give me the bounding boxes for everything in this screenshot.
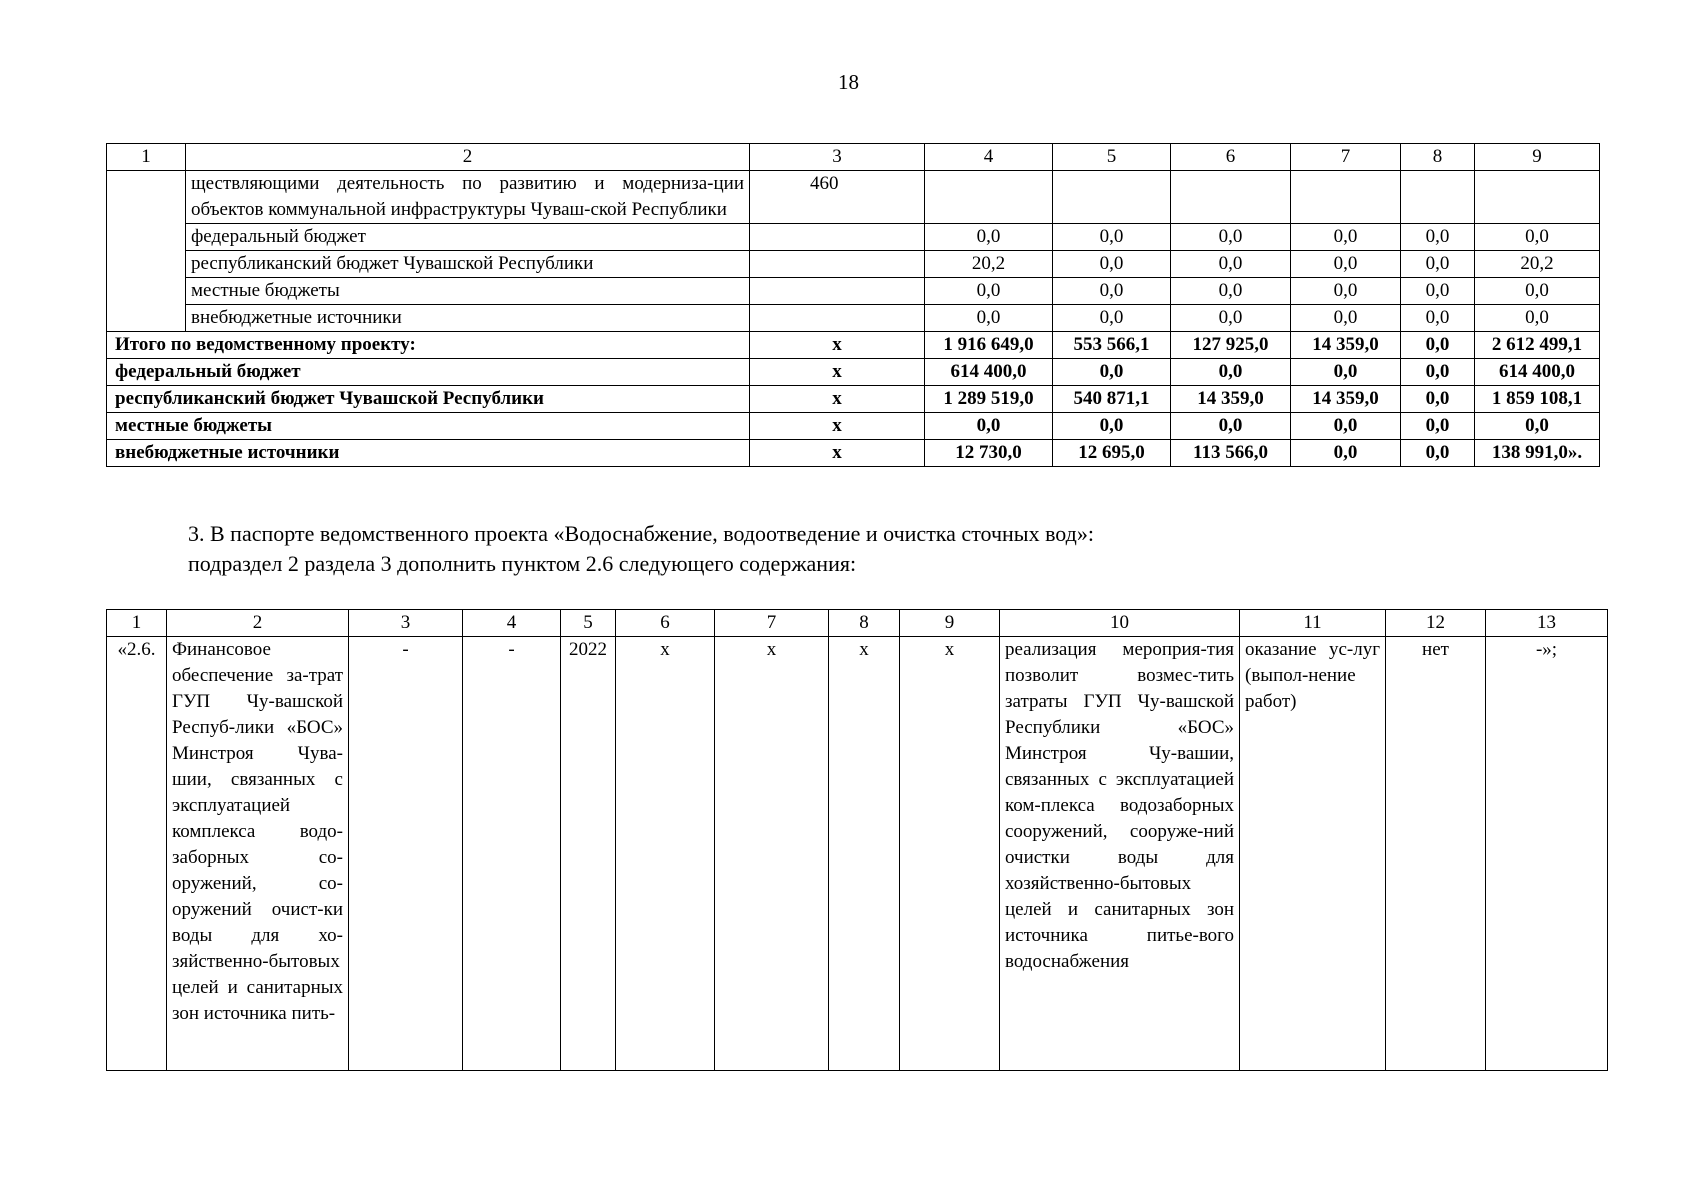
cell-value: 0,0 <box>925 224 1053 251</box>
row-code: 460 <box>750 171 925 224</box>
table-row <box>107 305 1600 332</box>
row-label: местные бюджеты <box>107 413 750 440</box>
col-header: 8 <box>829 610 900 637</box>
cell-x: х <box>750 413 925 440</box>
col-header: 4 <box>463 610 561 637</box>
cell-value: 0,0 <box>1053 359 1171 386</box>
total-row <box>107 332 1600 359</box>
col-header: 9 <box>900 610 1000 637</box>
col-header: 7 <box>715 610 829 637</box>
item-number: «2.6. <box>107 637 167 1071</box>
col-header: 6 <box>1171 144 1291 171</box>
cell-value: 0,0 <box>1401 278 1475 305</box>
total-row <box>107 440 1600 467</box>
cell-value: 1 289 519,0 <box>925 386 1053 413</box>
cell-value: 12 695,0 <box>1053 440 1171 467</box>
table-row <box>107 637 1608 1071</box>
total-row <box>107 413 1600 440</box>
row-label: ществляющими деятельность по развитию и модерниза-ции объектов коммунальной инфраструктуры Чуваш-ской Республики <box>186 171 750 224</box>
cell-value: 0,0 <box>1171 278 1291 305</box>
cell-value: 0,0 <box>1291 413 1401 440</box>
cell-value: 0,0 <box>1401 440 1475 467</box>
cell-value: 0,0 <box>1053 224 1171 251</box>
row-label: внебюджетные источники <box>107 440 750 467</box>
cell-value: 0,0 <box>1291 224 1401 251</box>
cell-value: 0,0 <box>1171 413 1291 440</box>
row-label: республиканский бюджет Чувашской Республики <box>186 251 750 278</box>
cell-value: 0,0 <box>1475 305 1600 332</box>
cell-value: 0,0 <box>1401 305 1475 332</box>
item-description: Финансовое обеспечение за-трат ГУП Чу-вашской Респуб-лики «БОС» Минстроя Чува-шии, связанных с эксплуатацией комплекса водо-заборных со-оружений, со-оружений очист-ки воды для хо-зяйственно-бытовых целей и санитарных зон источника пить- <box>167 637 349 1071</box>
paragraph-line: подраздел 2 раздела 3 дополнить пунктом 2.6 следующего содержания: <box>188 551 857 576</box>
cell-value: 20,2 <box>1475 251 1600 278</box>
cell-value: 614 400,0 <box>1475 359 1600 386</box>
cell-value: 0,0 <box>1475 413 1600 440</box>
row-label: федеральный бюджет <box>107 359 750 386</box>
total-row <box>107 359 1600 386</box>
cell-value: 0,0 <box>1401 224 1475 251</box>
cell-value: х <box>715 637 829 1071</box>
cell-value: -»; <box>1486 637 1608 1071</box>
cell-value: 20,2 <box>925 251 1053 278</box>
cell-value: 0,0 <box>925 413 1053 440</box>
cell-value: 0,0 <box>1171 305 1291 332</box>
col-header: 9 <box>1475 144 1600 171</box>
cell-value: х <box>900 637 1000 1071</box>
cell-value: 0,0 <box>1291 440 1401 467</box>
row-label: Итого по ведомственному проекту: <box>107 332 750 359</box>
cell-value: 12 730,0 <box>925 440 1053 467</box>
cell-value: 1 859 108,1 <box>1475 386 1600 413</box>
col-header: 10 <box>1000 610 1240 637</box>
cell-year: 2022 <box>561 637 616 1071</box>
col-header: 1 <box>107 144 186 171</box>
cell-value: 1 916 649,0 <box>925 332 1053 359</box>
cell-value: 0,0 <box>1401 332 1475 359</box>
cell-value: 0,0 <box>1291 278 1401 305</box>
col-header: 2 <box>167 610 349 637</box>
cell-x: х <box>750 332 925 359</box>
cell-value: 0,0 <box>1401 359 1475 386</box>
cell-value: 553 566,1 <box>1053 332 1171 359</box>
cell-value: 127 925,0 <box>1171 332 1291 359</box>
cell-value: 14 359,0 <box>1291 332 1401 359</box>
cell-value: 0,0 <box>1171 251 1291 278</box>
cell-value: 0,0 <box>1475 278 1600 305</box>
table-row <box>107 278 1600 305</box>
paragraph-line: 3. В паспорте ведомственного проекта «Водоснабжение, водоотведение и очистка сточных вод»: <box>188 521 1094 546</box>
cell-value: 0,0 <box>925 278 1053 305</box>
cell-x: х <box>750 386 925 413</box>
cell-value: 113 566,0 <box>1171 440 1291 467</box>
table-row <box>107 251 1600 278</box>
cell-value: 540 871,1 <box>1053 386 1171 413</box>
row-label: республиканский бюджет Чувашской Республики <box>107 386 750 413</box>
cell-value: 14 359,0 <box>1171 386 1291 413</box>
cell-x: х <box>750 359 925 386</box>
col-header: 11 <box>1240 610 1386 637</box>
row-label: местные бюджеты <box>186 278 750 305</box>
item-result: реализация мероприя-тия позволит возмес-тить затраты ГУП Чу-вашской Республики «БОС» Минстроя Чу-вашии, связанных с эксплуатацией ком-плекса водозаборных сооружений, сооруже-ний очистки воды для хозяйственно-бытовых целей и санитарных зон источника питье-вого водоснабжения <box>1000 637 1240 1071</box>
col-header: 5 <box>1053 144 1171 171</box>
cell-value: 2 612 499,1 <box>1475 332 1600 359</box>
col-header: 7 <box>1291 144 1401 171</box>
cell-value: нет <box>1386 637 1486 1071</box>
cell-value: 0,0 <box>1171 224 1291 251</box>
cell-value: 0,0 <box>1475 224 1600 251</box>
cell-value: 0,0 <box>1291 305 1401 332</box>
col-header: 3 <box>750 144 925 171</box>
cell-value: 0,0 <box>925 305 1053 332</box>
cell-value: х <box>829 637 900 1071</box>
col-header: 4 <box>925 144 1053 171</box>
col-header: 13 <box>1486 610 1608 637</box>
table-row <box>107 224 1600 251</box>
amendment-paragraph <box>188 519 1608 579</box>
col-header: 1 <box>107 610 167 637</box>
financing-table <box>106 143 1600 467</box>
col-header: 5 <box>561 610 616 637</box>
cell-value: 0,0 <box>1401 386 1475 413</box>
cell-value: - <box>463 637 561 1071</box>
col-header: 6 <box>616 610 715 637</box>
cell-value: 0,0 <box>1053 413 1171 440</box>
cell-x: х <box>750 440 925 467</box>
row-label: федеральный бюджет <box>186 224 750 251</box>
col-header: 12 <box>1386 610 1486 637</box>
cell-value: 614 400,0 <box>925 359 1053 386</box>
row-label: внебюджетные источники <box>186 305 750 332</box>
cell-value: 0,0 <box>1401 413 1475 440</box>
cell-value: 0,0 <box>1291 359 1401 386</box>
cell-value: 0,0 <box>1401 251 1475 278</box>
cell-value: 0,0 <box>1171 359 1291 386</box>
cell-value: х <box>616 637 715 1071</box>
total-row <box>107 386 1600 413</box>
cell-value: 0,0 <box>1053 278 1171 305</box>
table-row <box>107 171 1600 224</box>
col-header: 3 <box>349 610 463 637</box>
cell-value: - <box>349 637 463 1071</box>
cell-value: 0,0 <box>1291 251 1401 278</box>
table-header-row <box>107 610 1608 637</box>
table-header-row <box>107 144 1600 171</box>
col-header: 2 <box>186 144 750 171</box>
item-type: оказание ус-луг (выпол-нение работ) <box>1240 637 1386 1071</box>
measure-table <box>106 609 1608 1071</box>
cell-value: 0,0 <box>1053 251 1171 278</box>
cell-value: 138 991,0». <box>1475 440 1600 467</box>
cell-value: 14 359,0 <box>1291 386 1401 413</box>
cell-value: 0,0 <box>1053 305 1171 332</box>
col-header: 8 <box>1401 144 1475 171</box>
page-number: 18 <box>838 70 859 94</box>
